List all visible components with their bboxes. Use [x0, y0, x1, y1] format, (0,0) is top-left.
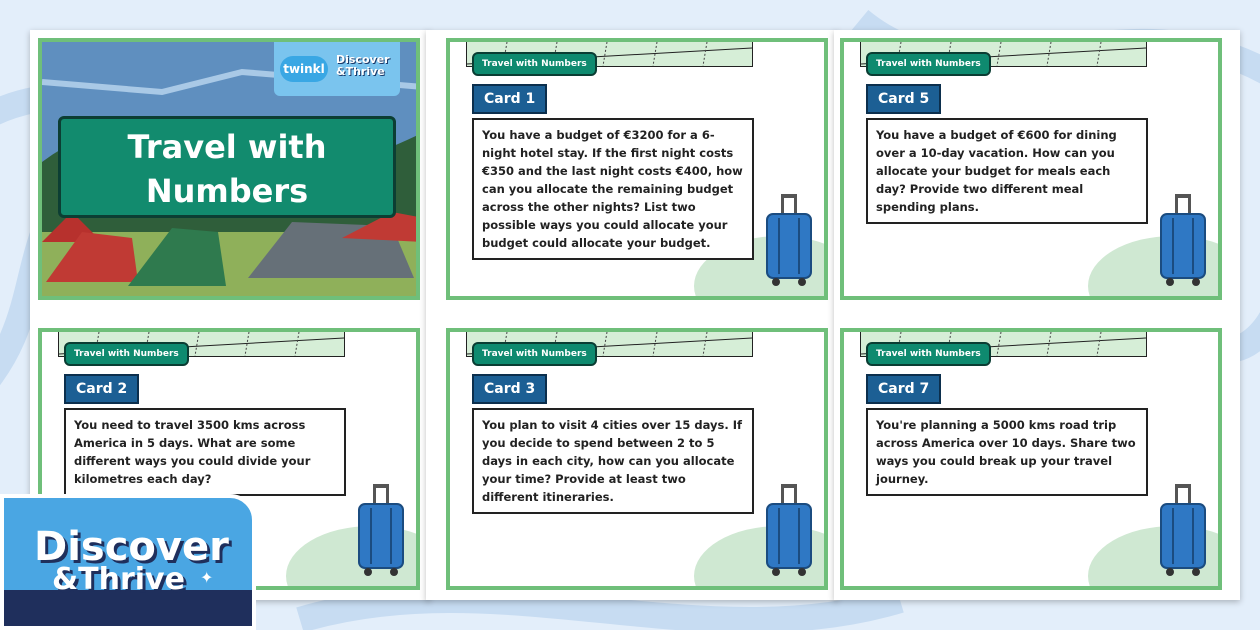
logo-line1: Discover: [336, 53, 390, 66]
cover-title: Travel with Numbers: [58, 116, 396, 218]
card-label: Card 2: [64, 374, 139, 404]
card: [446, 38, 828, 300]
card: [840, 328, 1222, 590]
brand-line1: Discover: [34, 524, 229, 570]
brand-line2: &Thrive: [52, 562, 185, 597]
card: [446, 328, 828, 590]
card-label: Card 7: [866, 374, 941, 404]
sparkle-icon: ✦: [200, 568, 214, 587]
cover-card: [38, 38, 420, 300]
card-tag: Travel with Numbers: [472, 342, 597, 366]
card-label: Card 5: [866, 84, 941, 114]
question-box: You have a budget of €600 for dining over a 10-day vacation. How can you allocate your budget for meals each day? Provide two different meal spending plans.: [866, 118, 1148, 224]
suitcase-icon: [356, 482, 406, 578]
suitcase-icon: [1158, 482, 1208, 578]
discover-thrive-logo-small: [336, 54, 396, 78]
twinkl-logo: twinkl: [280, 56, 328, 82]
question-box: You plan to visit 4 cities over 15 days. If you decide to spend between 2 to 5 days in each city, how can you allocate your time? Provide at least two different itineraries.: [472, 408, 754, 514]
card-tag: Travel with Numbers: [866, 342, 991, 366]
card-label: Card 1: [472, 84, 547, 114]
question-box: You have a budget of €3200 for a 6-night hotel stay. If the first night costs €350 and the last night costs €400, how can you allocate the remaining budget across the other nights? List two possible ways you could allocate your budget could allocate your budget.: [472, 118, 754, 260]
logo-line2: &Thrive: [336, 65, 385, 78]
card-tag: Travel with Numbers: [866, 52, 991, 76]
card-tag: Travel with Numbers: [472, 52, 597, 76]
card: [840, 38, 1222, 300]
suitcase-icon: [764, 482, 814, 578]
question-box: You need to travel 3500 kms across America in 5 days. What are some different ways you could divide your kilometres each day?: [64, 408, 346, 496]
cover-logo-panel: [274, 42, 400, 96]
suitcase-icon: [764, 192, 814, 288]
card-tag: Travel with Numbers: [64, 342, 189, 366]
brand-badge: [0, 494, 256, 630]
question-box: You're planning a 5000 kms road trip across America over 10 days. Share two ways you could break up your travel journey.: [866, 408, 1148, 496]
suitcase-icon: [1158, 192, 1208, 288]
card-label: Card 3: [472, 374, 547, 404]
